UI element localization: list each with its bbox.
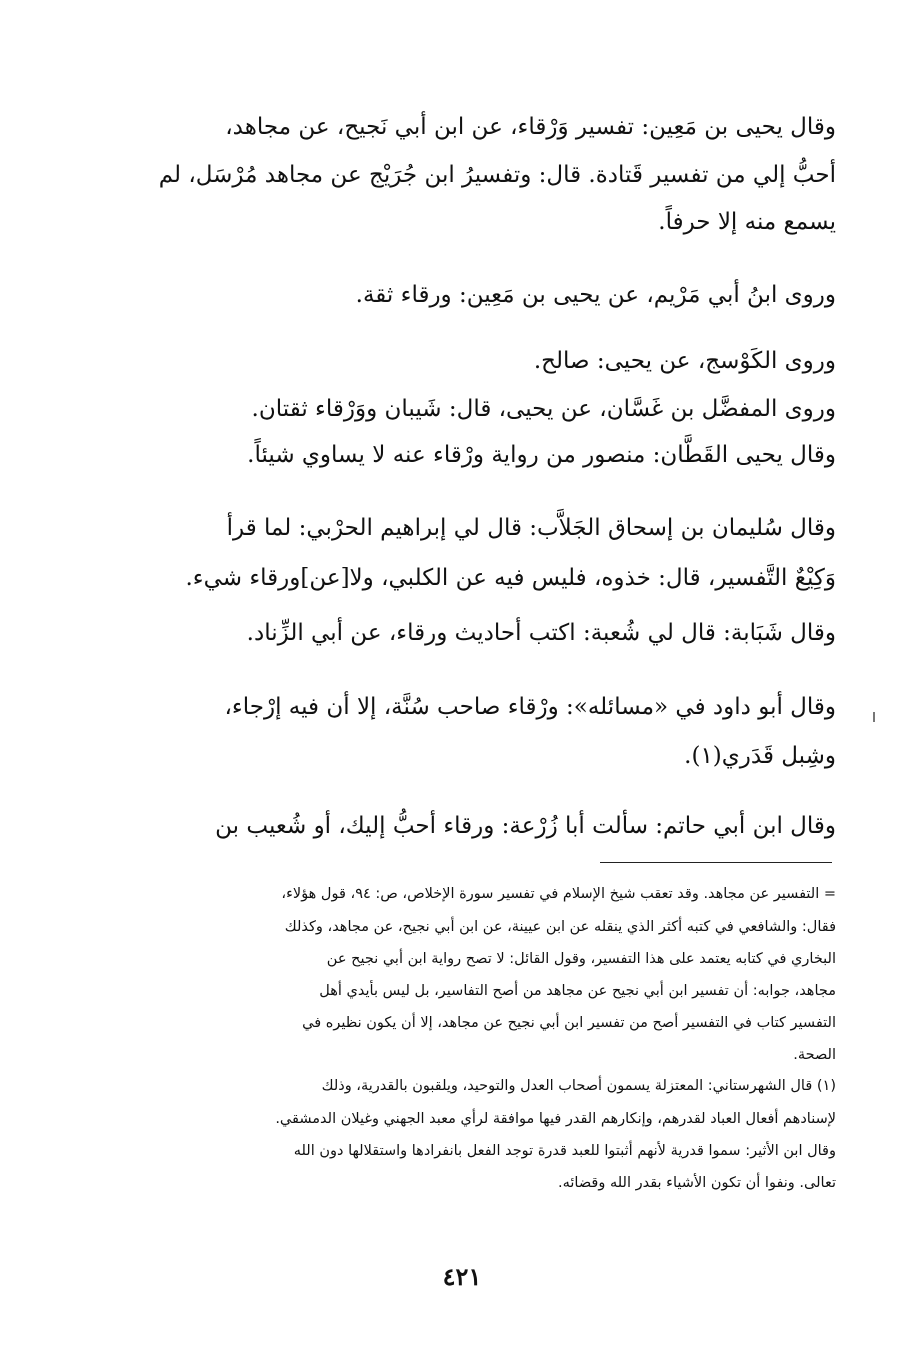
main-text-line: وروى ابنُ أبي مَرْيم، عن يحيى بن مَعِين: ورقاء ثقة. — [355, 282, 836, 308]
footnote-separator — [600, 862, 832, 863]
main-text-line: أحبُّ إلي من تفسير قَتادة. قال: وتفسيرُ ابن جُرَيْج عن مجاهد مُرْسَل، لم — [158, 162, 836, 188]
main-text-line: وروى الكَوْسج، عن يحيى: صالح. — [533, 348, 836, 374]
main-text-line: وَكِيْعٌ التَّفسير، قال: خذوه، فليس فيه عن الكلبي، ولا[عن]ورقاء شيء. — [185, 565, 836, 591]
footnote-line: تعالى. ونفوا أن تكون الأشياء بقدر الله وقضائه. — [558, 1175, 836, 1191]
footnote-line: التفسير كتاب في التفسير أصح من تفسير ابن أبي نجيح عن مجاهد، إلا أن يكون نظيره في — [302, 1015, 836, 1031]
footnote-line: لإسنادهم أفعال العباد لقدرهم، وإنكارهم القدر فيها موافقة لرأي معبد الجهني وغيلان الدمشقي. — [275, 1111, 836, 1127]
main-text-line: وقال ابن أبي حاتم: سألت أبا زُرْعة: ورقاء أحبُّ إليك، أو شُعيب بن — [215, 813, 836, 839]
footnote-line: مجاهد، جوابه: أن تفسير ابن أبي نجيح عن مجاهد من أصح التفاسير، بل ليس بأيدي أهل — [319, 983, 836, 999]
footnote-line: فقال: والشافعي في كتبه أكثر الذي ينقله عن ابن عيينة، عن ابن أبي نجيح، عن مجاهد، وكذلك — [284, 919, 836, 935]
footnote-line: البخاري في كتابه يعتمد على هذا التفسير، وقول القائل: لا تصح رواية ابن أبي نجيح عن — [326, 951, 836, 967]
footnote-line: وقال ابن الأثير: سموا قدرية لأنهم أثبتوا للعبد قدرة توجد الفعل بانفرادها واستقلالها دون الله — [293, 1143, 836, 1159]
main-text-line: يسمع منه إلا حرفاً. — [658, 209, 836, 235]
main-text-line: وقال يحيى بن مَعِين: تفسير وَرْقاء، عن ابن أبي نَجيح، عن مجاهد، — [225, 114, 836, 140]
main-text-line: وقال يحيى القَطَّان: منصور من رواية ورْقاء عنه لا يساوي شيئاً. — [247, 442, 836, 468]
main-text-line: وقال شَبَابة: قال لي شُعبة: اكتب أحاديث ورقاء، عن أبي الزِّناد. — [246, 620, 836, 646]
footnote-line: الصحة. — [793, 1047, 836, 1063]
footnote-line: (١) قال الشهرستاني: المعتزلة يسمون أصحاب العدل والتوحيد، ويلقبون بالقدرية، وذلك — [321, 1078, 836, 1094]
main-text-line: وقال أبو داود في «مسائله»: ورْقاء صاحب سُنَّة، إلا أن فيه إرْجاء، — [224, 694, 836, 720]
main-text-line: وروى المفضَّل بن غَسَّان، عن يحيى، قال: شَيبان ووَرْقاء ثقتان. — [251, 396, 836, 422]
main-text-line: وشِبل قَدَري(١). — [684, 743, 836, 769]
page-number: ٤٢١ — [442, 1262, 482, 1291]
main-text-line: وقال سُليمان بن إسحاق الجَلاَّب: قال لي إبراهيم الحرْبي: لما قرأ — [226, 515, 836, 541]
footnote-line: = التفسير عن مجاهد. وقد تعقب شيخ الإسلام في تفسير سورة الإخلاص، ص: ٩٤، قول هؤلاء، — [281, 886, 836, 902]
margin-mark — [873, 712, 875, 722]
